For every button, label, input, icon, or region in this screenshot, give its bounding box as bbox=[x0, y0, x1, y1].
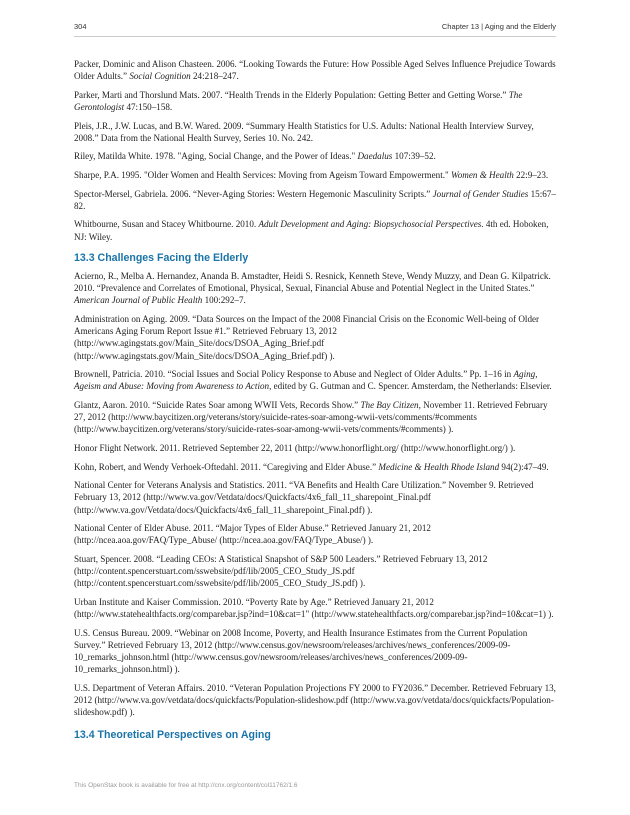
reference-entry bbox=[74, 89, 558, 113]
reference-entry bbox=[74, 218, 558, 242]
reference-text: 15:67–82. bbox=[74, 188, 556, 211]
reference-entry bbox=[74, 368, 558, 392]
reference-text: Pleis, J.R., J.W. Lucas, and B.W. Wared. 2009. “Summary Health Statistics for U.S. Adults: National Health Interview Survey, 2008.” Data from the National Health Survey, Series 10. No. 242. bbox=[74, 120, 534, 143]
reference-text: Sharpe, P.A. 1995. "Older Women and Health Services: Moving from Ageism Toward Empowerment." bbox=[74, 169, 451, 180]
reference-text: 94(2):47–49. bbox=[499, 461, 549, 472]
references-content bbox=[74, 58, 558, 747]
reference-entry bbox=[74, 169, 558, 181]
reference-text: Spector-Mersel, Gabriela. 2006. “Never-Aging Stories: Western Hegemonic Masculinity Scripts.” bbox=[74, 188, 433, 199]
reference-text: . 4th ed. Hoboken, NJ: Wiley. bbox=[74, 219, 549, 242]
reference-italic-title: Daedalus bbox=[357, 151, 393, 162]
reference-text: , November 11. Retrieved February 27, 2012 (http://www.baycitizen.org/veterans/story/suicide-rates-soar-among-wwii-vets/comments/#comments (http://www.baycitizen.org/veterans/story/suicide-rates-soar-among-wwii-vets/comments/#comments) ). bbox=[74, 399, 548, 435]
section-heading-13-4: 13.4 Theoretical Perspectives on Aging bbox=[74, 728, 271, 741]
reference-entry bbox=[74, 522, 558, 546]
reference-text: Honor Flight Network. 2011. Retrieved September 22, 2011 (http://www.honorflight.org/ (http://www.honorflight.org/) ). bbox=[74, 442, 516, 453]
reference-text: 22:9–23. bbox=[513, 169, 549, 180]
reference-text: National Center of Elder Abuse. 2011. “Major Types of Elder Abuse.” Retrieved January 21, 2012 (http://ncea.aoa.gov/FAQ/Type_Abuse/ (http://ncea.aoa.gov/FAQ/Type_Abuse/) ). bbox=[74, 523, 431, 546]
reference-text: Glantz, Aaron. 2010. “Suicide Rates Soar among WWII Vets, Records Show.” bbox=[74, 399, 361, 410]
reference-entry bbox=[74, 58, 558, 82]
reference-text: Riley, Matilda White. 1978. "Aging, Social Change, and the Power of Ideas." bbox=[74, 151, 358, 162]
reference-italic-title: Adult Development and Aging: Biopsychosocial Perspectives bbox=[258, 219, 482, 230]
reference-entry bbox=[74, 442, 558, 454]
reference-entry bbox=[74, 399, 558, 436]
reference-entry bbox=[74, 150, 558, 162]
reference-italic-title: The Bay Citizen bbox=[360, 399, 419, 410]
reference-text: Parker, Marti and Thorslund Mats. 2007. “Health Trends in the Elderly Population: Getting Better and Getting Worse.” bbox=[74, 89, 509, 100]
page-header bbox=[74, 22, 556, 36]
header-divider bbox=[74, 36, 556, 37]
reference-text: Acierno, R., Melba A. Hernandez, Ananda B. Amstadter, Heidi S. Resnick, Kenneth Steve, Wendy Muzzy, and Dean G. Kilpatrick. 2010. “Prevalence and Correlates of Emotional, Physical, Sexual, Financial Abuse and Potential Neglect in the United States.” bbox=[74, 270, 551, 294]
reference-italic-title: Women & Health bbox=[450, 169, 514, 180]
reference-entry bbox=[74, 120, 558, 144]
reference-text: National Center for Veterans Analysis and Statistics. 2011. “VA Benefits and Health Care Utilization.” November 9. Retrieved February 13, 2012 (http://www.va.gov/Vetdata/docs/Quickfacts/4x6_fall_11_sharepoint_Final.pdf (http://www.va.gov/Vetdata/docs/Quickfacts/4x6_fall_11_sharepoint_Final.pdf) ). bbox=[74, 480, 534, 515]
reference-text: 24:218–247. bbox=[190, 71, 239, 82]
reference-entry bbox=[74, 270, 558, 307]
reference-text: Kohn, Robert, and Wendy Verhoek-Oftedahl. 2011. “Caregiving and Elder Abuse.” bbox=[74, 461, 379, 472]
reference-text: U.S. Department of Veteran Affairs. 2010. “Veteran Population Projections FY 2000 to FY2036.” December. Retrieved February 13, 2012 (http://www.va.gov/vetdata/docs/quickfacts/Population-slideshow.pdf (http://www.va.gov/vetdata/docs/quickfacts/Population-slideshow.pdf) ). bbox=[74, 682, 556, 718]
page-number: 304 bbox=[74, 22, 87, 31]
reference-entry bbox=[74, 188, 558, 212]
reference-list-13-3 bbox=[74, 270, 558, 719]
reference-text: Stuart, Spencer. 2008. “Leading CEOs: A Statistical Snapshot of S&P 500 Leaders.” Retrieved February 13, 2012 (http://content.spencerstuart.com/sswebsite/pdf/lib/2005_CEO_Study_JS.pdf (http://content.spencerstuart.com/sswebsite/pdf/lib/2005_CEO_Study_JS.pdf) ). bbox=[74, 553, 488, 589]
reference-text: Whitbourne, Susan and Stacey Whitbourne. 2010. bbox=[74, 219, 259, 230]
reference-text: Urban Institute and Kaiser Commission. 2010. “Poverty Rate by Age.” Retrieved January 21, 2012 (http://www.statehealthfacts.org/comparebar.jsp?ind=10&cat=1" (http://www.statehealthfacts.org/comparebar.jsp?ind=10&cat=1) ). bbox=[74, 596, 554, 620]
reference-text: 47:150–158. bbox=[124, 102, 173, 112]
reference-entry bbox=[74, 313, 558, 362]
reference-entry bbox=[74, 553, 558, 590]
reference-entry bbox=[74, 461, 558, 473]
reference-italic-title: American Journal of Public Health bbox=[74, 295, 203, 306]
reference-entry bbox=[74, 682, 558, 719]
chapter-title: Chapter 13 | Aging and the Elderly bbox=[441, 22, 556, 31]
section-heading-13-3: 13.3 Challenges Facing the Elderly bbox=[74, 251, 249, 264]
reference-text: , edited by G. Gutman and C. Spencer. Amsterdam, the Netherlands: Elsevier. bbox=[269, 381, 552, 392]
reference-italic-title: Journal of Gender Studies bbox=[432, 188, 529, 199]
page-footer: This OpenStax book is available for free at http://cnx.org/content/col11762/1.6 bbox=[74, 782, 298, 789]
reference-entry bbox=[74, 479, 558, 516]
reference-italic-title: Aging, Ageism and Abuse: Moving from Awareness to Action bbox=[74, 369, 538, 392]
reference-text: Brownell, Patricia. 2010. “Social Issues and Social Policy Response to Abuse and Neglect of Older Adults.” Pp. 1–16 in bbox=[74, 369, 514, 380]
reference-entry bbox=[74, 627, 558, 676]
reference-italic-title: The Gerontologist bbox=[74, 89, 523, 112]
reference-italic-title: Medicine & Health Rhode Island bbox=[378, 461, 500, 472]
reference-entry bbox=[74, 596, 558, 620]
reference-list-top bbox=[74, 58, 558, 243]
reference-text: Packer, Dominic and Alison Chasteen. 2006. “Looking Towards the Future: How Possible Aged Selves Influence Prejudice Towards Older Adults.” bbox=[74, 59, 556, 82]
reference-text: 100:292–7. bbox=[202, 295, 246, 306]
reference-text: 107:39–52. bbox=[392, 151, 436, 162]
reference-text: U.S. Census Bureau. 2009. “Webinar on 2008 Income, Poverty, and Health Insurance Estimates from the Current Population Survey.” Retrieved February 13, 2012 (http://www.census.gov/newsroom/releases/archives/news_conferences/2009-09-10_remarks_johnson.html (http://www.census.gov/newsroom/releases/archives/news_conferences/2009-09-10_remarks_johnson.html) ). bbox=[74, 627, 528, 675]
reference-italic-title: Social Cognition bbox=[129, 71, 191, 82]
reference-text: Administration on Aging. 2009. “Data Sources on the Impact of the 2008 Financial Crisis on the Economic Well-being of Older Americans Aging Forum Report Issue #1.” Retrieved February 13, 2012 (http://www.agingstats.gov/Main_Site/docs/DSOA_Aging_Brief.pdf (http://www.agingstats.gov/Main_Site/docs/DSOA_Aging_Brief.pdf) ). bbox=[74, 313, 540, 361]
